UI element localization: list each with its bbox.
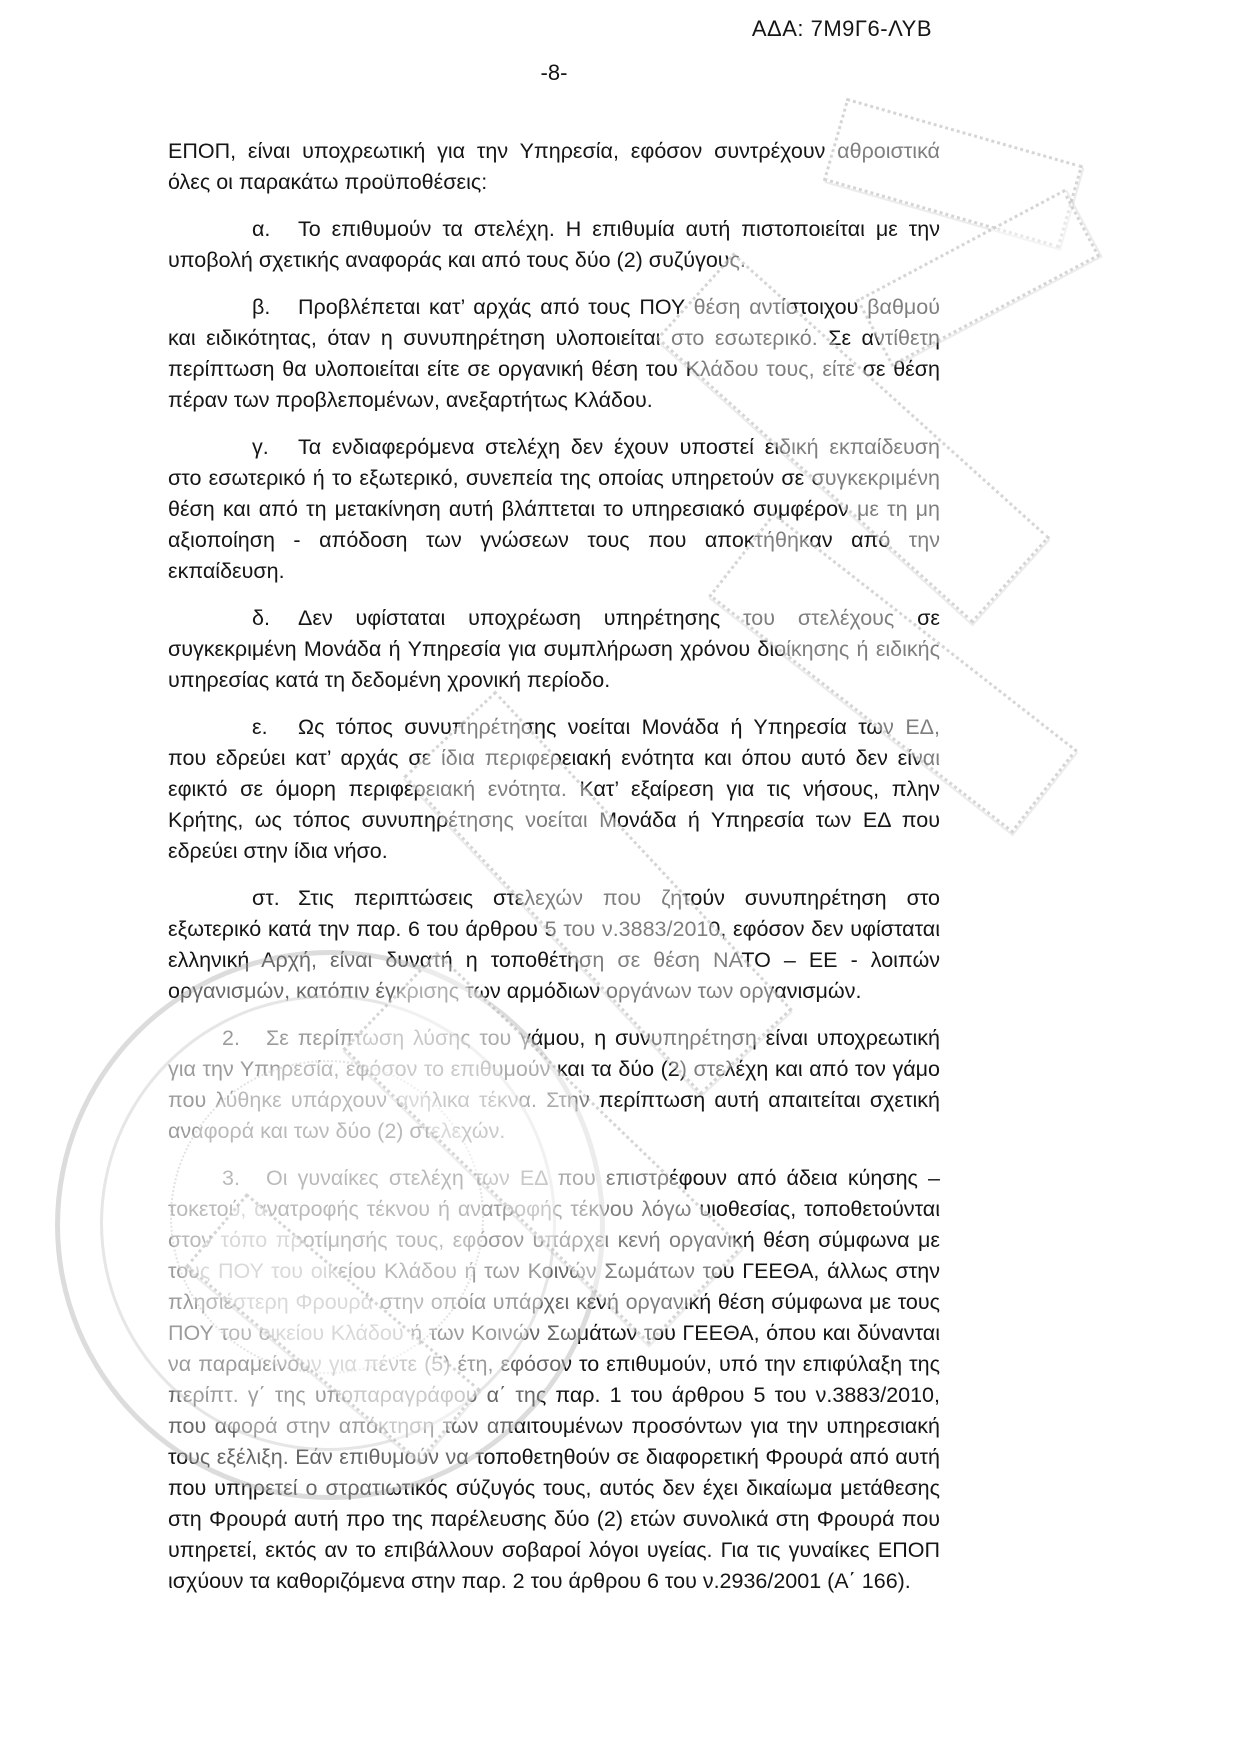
paragraph-3-text: Οι γυναίκες στελέχη των ΕΔ που επιστρέφουν από άδεια κύησης – τοκετού, ανατροφής τέκνου ή ανατροφής τέκνου λόγω υιοθεσίας, τοποθετούνται στον τόπο προτίμησής τους, εφόσον υπάρχει κενή οργανική θέση σύμφωνα με τους ΠΟΥ του οικείου Κλάδου ή των Κοινών Σωμάτων του ΓΕΕΘΑ, άλλως στην πλησιέστερη Φρουρά στην οποία υπάρχει κενή οργανική θέση σύμφωνα με τους ΠΟΥ του οικείου Κλάδου ή των Κοινών Σωμάτων του ΓΕΕΘΑ, όπου και δύνανται να παραμείνουν για πέντε (5) έτη, εφόσον το επιθυμούν, υπό την επιφύλαξη της περίπτ. γ΄ της υποπαραγράφου α΄ της παρ. 1 του άρθρου 5 του ν.3883/2010, που αφορά στην απόκτηση των απαιτουμένων προσόντων για την υπηρεσιακή τους εξέλιξη. Εάν επιθυμούν να τοποθετηθούν σε διαφορετική Φρουρά από αυτή που υπηρετεί ο στρατιωτικός σύζυγός τους, αυτός δεν έχει δικαίωμα μετάθεσης στη Φρουρά αυτή προ της παρέλευσης δύο (2) ετών συνολικά στη Φρουρά που υπηρετεί, εκτός αν το επιβάλλουν σοβαροί λόγοι υγείας. Για τις γυναίκες ΕΠΟΠ ισχύουν τα καθοριζόμενα στην παρ. 2 του άρθρου 6 του ν.2936/2001 (Α΄ 166).	[168, 1166, 940, 1593]
item-text-gamma: Τα ενδιαφερόμενα στελέχη δεν έχουν υποστεί ειδική εκπαίδευση στο εσωτερικό ή το εξωτερικό, συνεπεία της οποίας υπηρετούν σε συγκεκριμένη θέση και από τη μετακίνηση αυτή βλάπτεται το υπηρεσιακό συμφέρον με τη μη αξιοποίηση - απόδοση των γνώσεων τους που αποκτήθηκαν από την εκπαίδευση.	[168, 435, 940, 583]
paragraph-3-label: 3.	[222, 1166, 240, 1190]
item-text-sigma-tau: Στις περιπτώσεις στελεχών που ζητούν συνυπηρέτηση στο εξωτερικό κατά την παρ. 6 του άρθρου 5 του ν.3883/2010, εφόσον δεν υφίσταται ελληνική Αρχή, είναι δυνατή η τοποθέτηση σε θέση ΝΑΤΟ – ΕΕ - λοιπών οργανισμών, κατόπιν έγκρισης των αρμόδιων οργάνων των οργανισμών.	[168, 886, 940, 1003]
ada-code: ΑΔΑ: 7Μ9Γ6-ΛΥΒ	[751, 16, 932, 41]
item-text-beta: Προβλέπεται κατ’ αρχάς από τους ΠΟΥ θέση αντίστοιχου βαθμού και ειδικότητας, όταν η συνυπηρέτηση υλοποιείται στο εσωτερικό. Σε αντίθετη περίπτωση θα υλοποιείται είτε σε οργανική θέση του Κλάδου τους, είτε σε θέση πέραν των προβλεπομένων, ανεξαρτήτως Κλάδου.	[168, 295, 940, 412]
page-number: -8-	[540, 60, 568, 85]
list-item-gamma	[168, 432, 940, 587]
list-item-delta	[168, 603, 940, 696]
item-label-gamma: γ.	[252, 435, 269, 459]
item-text-epsilon: Ως τόπος συνυπηρέτησης νοείται Μονάδα ή Υπηρεσία των ΕΔ, που εδρεύει κατ’ αρχάς σε ίδια περιφερειακή ενότητα και όπου αυτό δεν είναι εφικτό σε όμορη περιφερειακή ενότητα. Κατ’ εξαίρεση για τις νήσους, πλην Κρήτης, ως τόπος συνυπηρέτησης νοείται Μονάδα ή Υπηρεσία των ΕΔ που εδρεύει στην ίδια νήσο.	[168, 715, 940, 863]
intro-paragraph: ΕΠΟΠ, είναι υποχρεωτική για την Υπηρεσία, εφόσον συντρέχουν αθροιστικά όλες οι παρακάτω προϋποθέσεις:	[168, 139, 940, 194]
paragraph-2	[168, 1023, 940, 1147]
paragraph-2-text: Σε περίπτωση λύσης του γάμου, η συνυπηρέτηση είναι υποχρεωτική για την Υπηρεσία, εφόσον το επιθυμούν και τα δύο (2) στελέχη και από τον γάμο που λύθηκε υπάρχουν ανήλικα τέκνα. Στην περίπτωση αυτή απαιτείται σχετική αναφορά και των δύο (2) στελεχών.	[168, 1026, 940, 1143]
list-item-beta	[168, 292, 940, 416]
item-label-beta: β.	[252, 295, 271, 319]
paragraph-2-label: 2.	[222, 1026, 240, 1050]
list-item-epsilon	[168, 712, 940, 867]
item-text-delta: Δεν υφίσταται υποχρέωση υπηρέτησης του στελέχους σε συγκεκριμένη Μονάδα ή Υπηρεσία για συμπλήρωση χρόνου διοίκησης ή ειδικής υπηρεσίας κατά τη δεδομένη χρονική περίοδο.	[168, 606, 940, 692]
list-item-sigma-tau	[168, 883, 940, 1007]
item-label-sigma-tau: στ.	[252, 886, 280, 910]
list-item-alpha	[168, 214, 940, 276]
item-label-delta: δ.	[252, 606, 270, 630]
item-label-alpha: α.	[252, 217, 271, 241]
item-label-epsilon: ε.	[252, 715, 268, 739]
item-text-alpha: Το επιθυμούν τα στελέχη. Η επιθυμία αυτή πιστοποιείται με την υποβολή σχετικής αναφοράς και από τους δύο (2) συζύγους.	[168, 217, 940, 272]
paragraph-3	[168, 1163, 940, 1597]
document-body	[168, 136, 940, 1613]
